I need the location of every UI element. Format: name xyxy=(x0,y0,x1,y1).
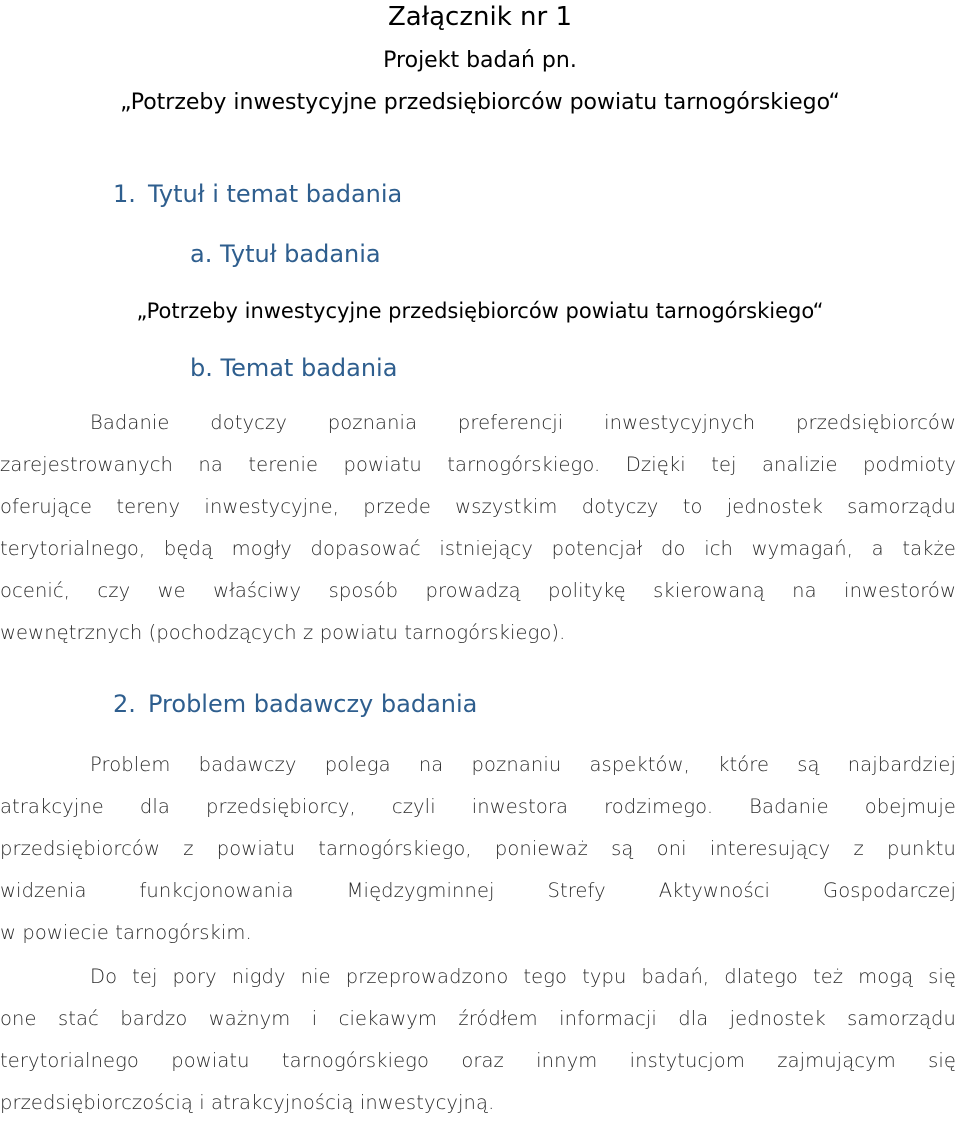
paragraph-line: zarejestrowanych na terenie powiatu tarnogórskiego. Dzięki tej analizie podmioty xyxy=(0,453,956,476)
section-1-heading-text: Tytuł i temat badania xyxy=(148,180,403,208)
research-value-paragraph xyxy=(0,956,956,1124)
paragraph-line: przedsiębiorców z powiatu tarnogórskiego, ponieważ są oni interesujący z punktu xyxy=(0,837,956,860)
paragraph-line: one stać bardzo ważnym i ciekawym źródłem informacji dla jednostek samorządu xyxy=(0,1007,956,1030)
paragraph-line: w powiecie tarnogórskim. xyxy=(0,921,252,944)
paragraph-line: widzenia funkcjonowania Międzygminnej Strefy Aktywności Gospodarczej xyxy=(0,879,956,902)
paragraph-line: Problem badawczy polega na poznaniu aspektów, które są najbardziej xyxy=(90,753,956,776)
section-1-heading xyxy=(113,178,402,210)
document-title: Załącznik nr 1 xyxy=(387,2,572,32)
paragraph-line: terytorialnego, będą mogły dopasować istniejący potencjał do ich wymagań, a także xyxy=(0,537,956,560)
paragraph-line: wewnętrznych (pochodzących z powiatu tarnogórskiego). xyxy=(0,621,566,644)
study-topic-paragraph xyxy=(0,402,956,654)
paragraph-line: przedsiębiorczością i atrakcyjnością inwestycyjną. xyxy=(0,1091,495,1114)
paragraph-line: ocenić, czy we właściwy sposób prowadzą politykę skierowaną na inwestorów xyxy=(0,579,956,602)
paragraph-line: terytorialnego powiatu tarnogórskiego oraz innym instytucjom zajmującym się xyxy=(0,1049,956,1072)
subsection-b-heading: b. Temat badania xyxy=(190,354,398,382)
study-title: „Potrzeby inwestycyjne przedsiębiorców powiatu tarnogórskiego“ xyxy=(136,299,824,323)
section-2-heading xyxy=(113,688,477,720)
section-2-number: 2. xyxy=(113,690,136,718)
project-name: „Potrzeby inwestycyjne przedsiębiorców powiatu tarnogórskiego“ xyxy=(120,90,840,115)
paragraph-line: Badanie dotyczy poznania preferencji inwestycyjnych przedsiębiorców xyxy=(90,411,956,434)
paragraph-line: Do tej pory nigdy nie przeprowadzono tego typu badań, dlatego też mogą się xyxy=(90,965,956,988)
research-problem-paragraph xyxy=(0,744,956,954)
paragraph-line: atrakcyjne dla przedsiębiorcy, czyli inwestora rodzimego. Badanie obejmuje xyxy=(0,795,956,818)
paragraph-line: oferujące tereny inwestycyjne, przede wszystkim dotyczy to jednostek samorządu xyxy=(0,495,956,518)
section-1-number: 1. xyxy=(113,180,136,208)
section-2-heading-text: Problem badawczy badania xyxy=(148,690,478,718)
document-subtitle: Projekt badań pn. xyxy=(383,48,577,73)
subsection-a-heading: a. Tytuł badania xyxy=(190,240,381,268)
